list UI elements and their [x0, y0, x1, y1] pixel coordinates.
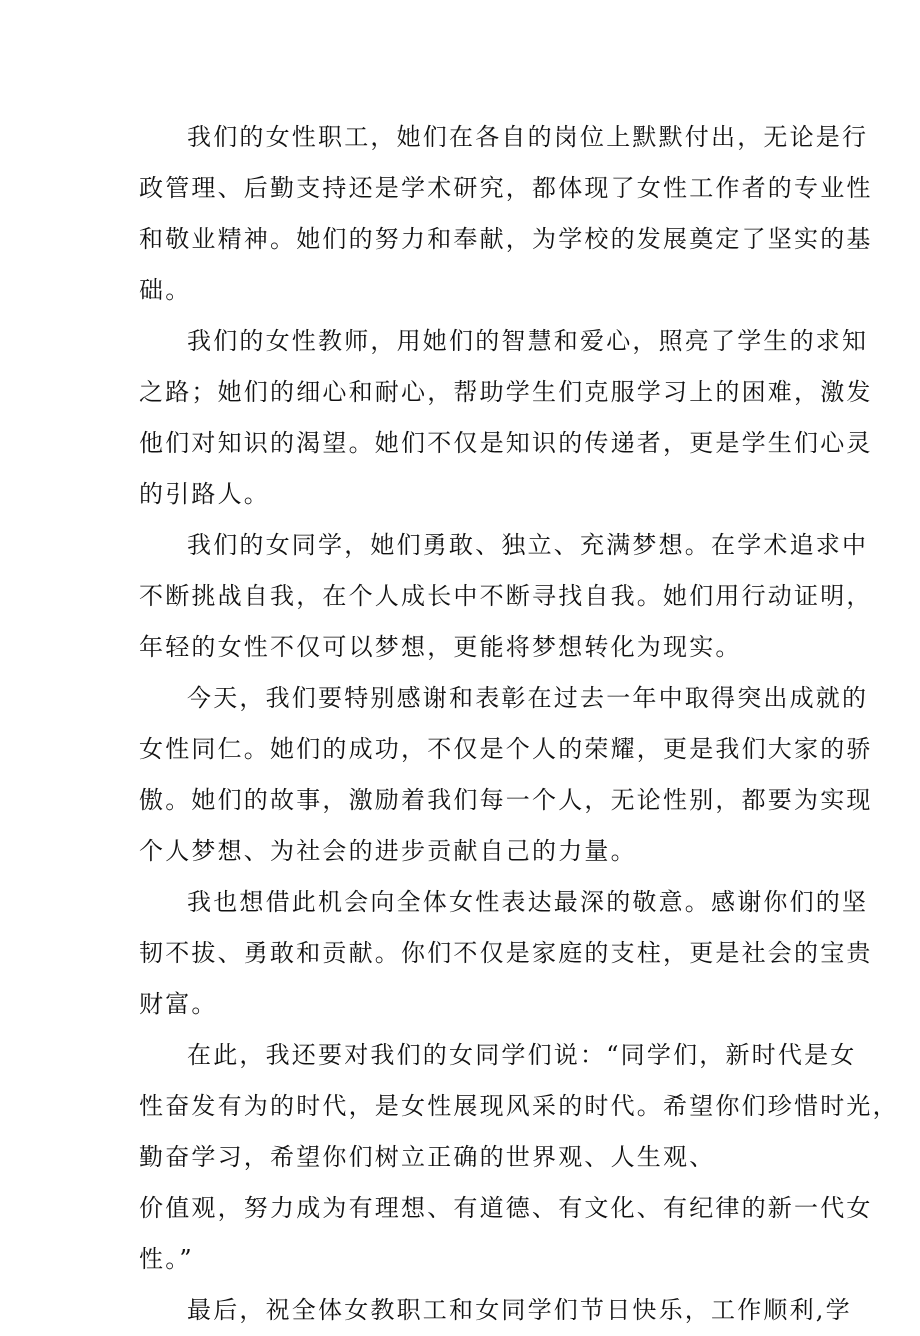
paragraph-line: 今天，我们要特别感谢和表彰在过去一年中取得突出成就的 [187, 684, 869, 712]
paragraph-line: 个人梦想、为社会的进步贡献自己的力量。 [139, 837, 637, 865]
paragraph-line: 础。 [139, 276, 192, 304]
paragraph-line: 我们的女性教师，用她们的智慧和爱心，照亮了学生的求知 [187, 327, 869, 355]
document-body [139, 112, 899, 1336]
paragraph-line: 他们对知识的渴望。她们不仅是知识的传递者，更是学生们心灵 [139, 429, 873, 457]
paragraph-line: 勤奋学习，希望你们树立正确的世界观、人生观、 [139, 1143, 716, 1171]
paragraph-line: 年轻的女性不仅可以梦想，更能将梦想转化为现实。 [139, 633, 742, 661]
paragraph-line: 女性同仁。她们的成功，不仅是个人的荣耀，更是我们大家的骄 [139, 735, 873, 763]
paragraph-line: 财富。 [139, 990, 218, 1018]
paragraph-line: 和敬业精神。她们的努力和奉献，为学校的发展奠定了坚实的基 [139, 225, 873, 253]
paragraph-line: 的引路人。 [139, 480, 270, 508]
paragraph-line: 之路；她们的细心和耐心，帮助学生们克服学习上的困难，激发 [139, 378, 873, 406]
paragraph-line: 傲。她们的故事，激励着我们每一个人，无论性别，都要为实现 [139, 786, 873, 814]
paragraph-line: 我们的女同学，她们勇敢、独立、充满梦想。在学术追求中 [187, 531, 869, 559]
paragraph-line: 价值观，努力成为有理想、有道德、有文化、有纪律的新一代女 [139, 1194, 873, 1222]
paragraph-line: 最后，祝全体女教职工和女同学们节日快乐，工作顺利,学 [187, 1296, 852, 1324]
paragraph-line: 韧不拔、勇敢和贡献。你们不仅是家庭的支柱，更是社会的宝贵 [139, 939, 873, 967]
paragraph-line: 我也想借此机会向全体女性表达最深的敬意。感谢你们的坚 [187, 888, 869, 916]
paragraph-line: 不断挑战自我，在个人成长中不断寻找自我。她们用行动证明， [139, 582, 873, 610]
paragraph-line: 性。” [139, 1245, 194, 1273]
paragraph-line: 我们的女性职工，她们在各自的岗位上默默付出，无论是行 [187, 123, 869, 151]
paragraph-line: 在此，我还要对我们的女同学们说：“同学们，新时代是女 [187, 1041, 857, 1069]
paragraph-line: 政管理、后勤支持还是学术研究，都体现了女性工作者的专业性 [139, 174, 873, 202]
paragraph-line: 性奋发有为的时代，是女性展现风采的时代。希望你们珍惜时光， [139, 1092, 899, 1120]
